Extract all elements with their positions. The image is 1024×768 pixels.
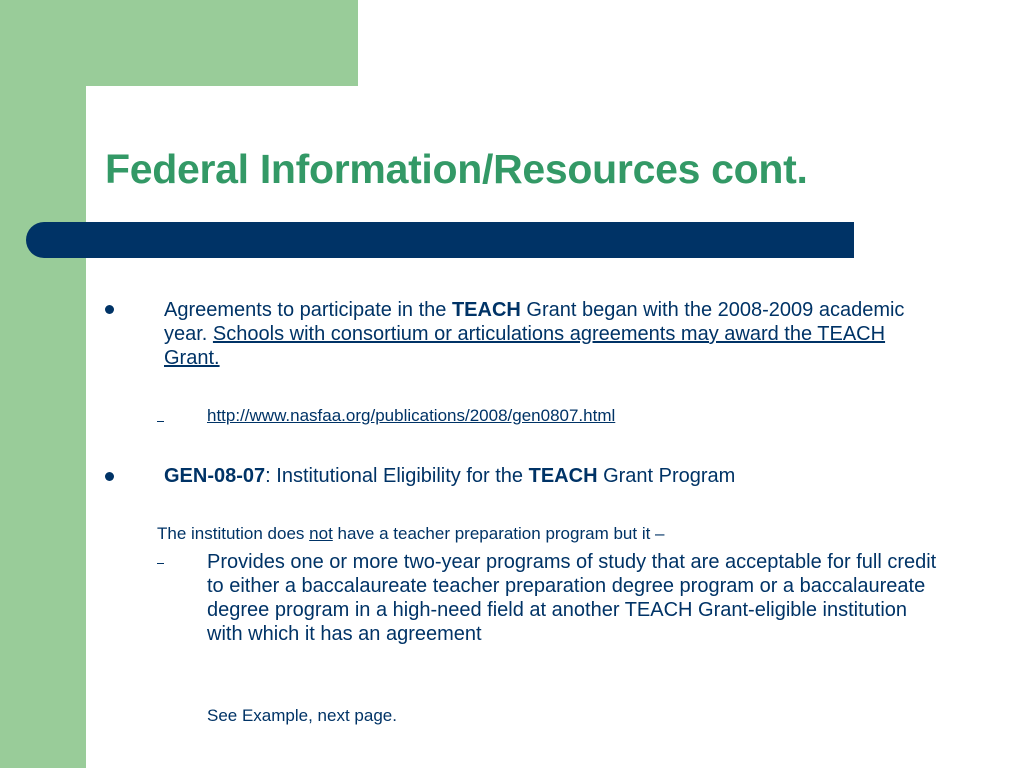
sub-item-programs: Provides one or more two-year programs of study that are acceptable for full credit to either a baccalaureate teacher preparation degree program or a baccalaureate degree program in a high-need field at another TEACH Grant-eligible institution with which it has an agreement: [207, 551, 937, 645]
bullet-gen-text-2: Grant Program: [597, 465, 736, 487]
left-accent-band: [0, 0, 86, 768]
teach-bold-2: TEACH: [528, 465, 598, 487]
bullet-agreements: [164, 298, 944, 370]
bullet-agreements-text: Agreements to participate in the: [164, 299, 452, 321]
see-example-note: See Example, next page.: [207, 706, 397, 725]
bullet-gen: [164, 464, 944, 488]
top-accent-band: [86, 0, 358, 86]
bullet-dot: [105, 472, 114, 481]
bullet-dot: [105, 305, 114, 314]
sub-item-link: [207, 405, 615, 427]
paragraph-text-2: have a teacher preparation program but it –: [332, 524, 665, 543]
gen-code: GEN-08-07: [164, 465, 266, 487]
paragraph-text: The institution does: [157, 524, 310, 543]
dash-marker: [157, 421, 164, 422]
dash-marker: [157, 563, 164, 564]
not-emphasis: not: [309, 524, 333, 543]
consortium-note: Schools with consortium or articulations agreements may award the TEACH Grant.: [164, 323, 886, 369]
title-divider-bar: [26, 222, 854, 258]
nasfaa-link[interactable]: http://www.nasfaa.org/publications/2008/gen0807.html: [207, 406, 616, 425]
bullet-gen-text: : Institutional Eligibility for the: [265, 465, 529, 487]
bullet-agreements-text-2: Grant began with the 2008-2009 academic year.: [164, 299, 905, 345]
slide-title: Federal Information/Resources cont.: [105, 146, 808, 192]
teach-bold: TEACH: [451, 299, 521, 321]
institution-paragraph: [157, 523, 937, 545]
